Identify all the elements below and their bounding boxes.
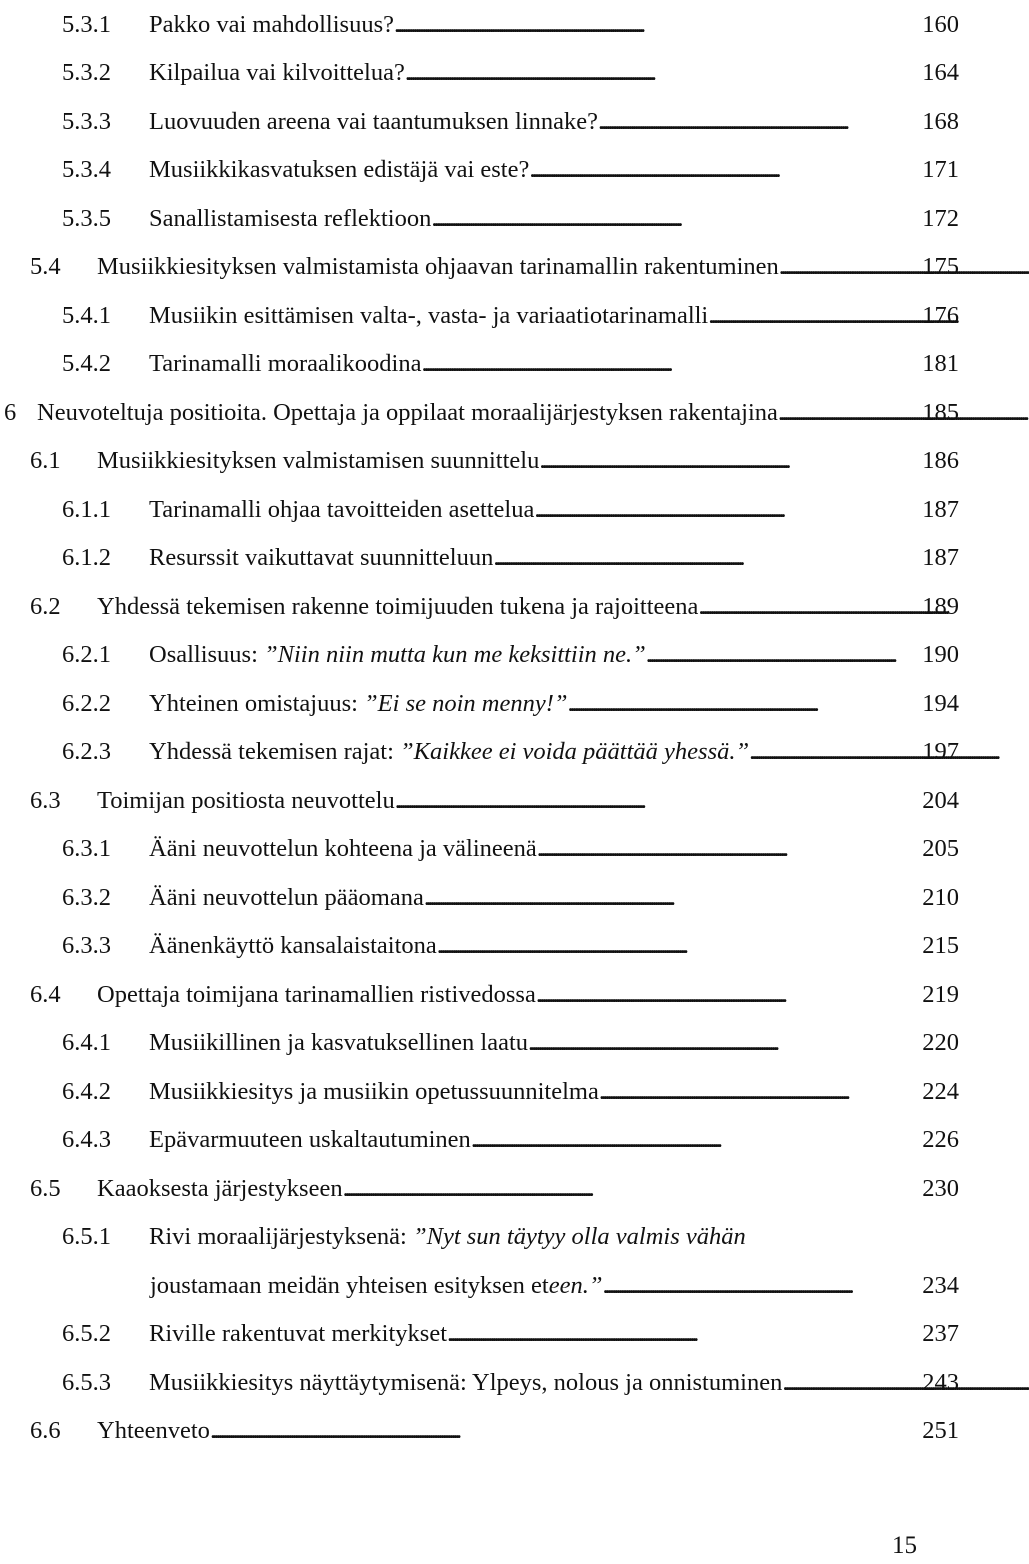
- toc-entry[interactable]: [62, 824, 960, 864]
- dot-leader: [782, 1368, 919, 1398]
- toc-entry[interactable]: [30, 582, 960, 622]
- toc-entry-title: Musiikin esittämisen valta-, vasta- ja variaatiotarinamalli: [149, 302, 709, 329]
- toc-entry-number: 5.3.4: [62, 156, 111, 183]
- toc-entry-number: 6.2.3: [62, 738, 111, 765]
- toc-entry[interactable]: [62, 1212, 960, 1252]
- dot-leader: [778, 398, 919, 428]
- toc-entry[interactable]: [62, 0, 960, 40]
- toc-entry-number: 6.1.1: [62, 496, 111, 523]
- toc-entry-title: Musiikkiesityksen valmistamista ohjaavan tarinamallin rakentuminen: [97, 253, 779, 280]
- toc-entry-page: 210: [922, 884, 959, 911]
- dot-leader: [568, 689, 920, 719]
- toc-entry[interactable]: [30, 436, 960, 476]
- toc-entry-title: [149, 737, 749, 767]
- toc-entry[interactable]: [62, 1067, 960, 1107]
- dot-leader: [210, 1416, 919, 1446]
- toc-entry-number: 6.5.3: [62, 1369, 111, 1396]
- toc-entry-title-continuation: [150, 1271, 602, 1301]
- toc-entry[interactable]: [62, 533, 960, 573]
- toc-entry-number: 5.4.2: [62, 350, 111, 377]
- toc-entry-title: Musiikkiesitys näyttäytymisenä: Ylpeys, nolous ja onnistuminen: [149, 1369, 783, 1396]
- dot-leader: [528, 1028, 919, 1058]
- toc-entry[interactable]: [62, 485, 960, 525]
- toc-entry[interactable]: [62, 727, 960, 767]
- dot-leader: [395, 786, 920, 816]
- toc-entry-number: 6.3.3: [62, 932, 111, 959]
- toc-entry-page: 160: [922, 11, 959, 38]
- toc-entry-page: 226: [922, 1126, 959, 1153]
- toc-entry-quote: een.”: [548, 1272, 603, 1299]
- dot-leader: [343, 1174, 920, 1204]
- toc-entry-number: 6.4: [30, 981, 61, 1008]
- dot-leader: [424, 883, 919, 913]
- toc-entry-number: 5.3.2: [62, 59, 111, 86]
- toc-entry-title: Musiikkiesityksen valmistamisen suunnittelu: [97, 447, 540, 474]
- toc-entry[interactable]: [62, 1309, 960, 1349]
- dot-leader: [539, 446, 919, 476]
- toc-entry-title: Kilpailua vai kilvoittelua?: [149, 59, 405, 86]
- toc-entry-title: [149, 689, 568, 719]
- toc-entry[interactable]: [62, 921, 960, 961]
- toc-entry-page: 215: [922, 932, 959, 959]
- toc-entry-title: Luovuuden areena vai taantumuksen linnake?: [149, 108, 598, 135]
- toc-entry-title: Opettaja toimijana tarinamallien ristivedossa: [97, 981, 536, 1008]
- toc-entry-title: Ääni neuvottelun pääomana: [149, 884, 424, 911]
- toc-entry-page: 197: [922, 738, 959, 765]
- dot-leader: [646, 640, 919, 670]
- toc-entry-title-text: Osallisuus:: [149, 641, 265, 668]
- toc-entry-page: 164: [922, 59, 959, 86]
- dot-leader: [447, 1319, 919, 1349]
- toc-entry-page: 176: [922, 302, 959, 329]
- dot-leader: [749, 737, 919, 767]
- dot-leader: [537, 834, 919, 864]
- toc-entry-number: 6.5: [30, 1175, 61, 1202]
- toc-entry-number: 6.5.2: [62, 1320, 111, 1347]
- toc-entry-title: Tarinamalli moraalikoodina: [149, 350, 422, 377]
- dot-leader: [779, 252, 919, 282]
- toc-entry[interactable]: [30, 970, 960, 1010]
- toc-entry-number: 6.4.1: [62, 1029, 111, 1056]
- toc-entry-number: 6.4.2: [62, 1078, 111, 1105]
- toc-entry-number: 6.3.2: [62, 884, 111, 911]
- toc-entry-title-text: joustamaan meidän yhteisen esityksen et: [150, 1272, 549, 1299]
- toc-entry[interactable]: [30, 242, 960, 282]
- toc-entry-page: 205: [922, 835, 959, 862]
- toc-entry[interactable]: [62, 339, 960, 379]
- toc-entry-page: 224: [922, 1078, 959, 1105]
- toc-entry-quote: ”Nyt sun täytyy olla valmis vähän: [413, 1223, 746, 1250]
- toc-entry-title: Pakko vai mahdollisuus?: [149, 11, 394, 38]
- toc-entry-page: 189: [922, 593, 959, 620]
- toc-entry-number: 6.2.1: [62, 641, 111, 668]
- toc-entry-title: Musiikillinen ja kasvatuksellinen laatu: [149, 1029, 528, 1056]
- toc-entry-page: 194: [922, 690, 959, 717]
- toc-entry[interactable]: [62, 194, 960, 234]
- toc-entry-title-text: Rivi moraalijärjestyksenä:: [149, 1223, 413, 1250]
- dot-leader: [534, 495, 919, 525]
- dot-leader: [599, 1077, 919, 1107]
- toc-entry[interactable]: [62, 1115, 960, 1155]
- toc-entry-title: Riville rakentuvat merkitykset: [149, 1320, 448, 1347]
- toc-entry[interactable]: [62, 1358, 960, 1398]
- toc-entry-title: Musiikkiesitys ja musiikin opetussuunnitelma: [149, 1078, 599, 1105]
- toc-entry-page: 230: [922, 1175, 959, 1202]
- dot-leader: [431, 204, 919, 234]
- toc-entry-page: 186: [922, 447, 959, 474]
- toc-entry-number: 6.5.1: [62, 1223, 111, 1250]
- toc-entry[interactable]: [62, 873, 960, 913]
- toc-entry-title-text: Yhdessä tekemisen rajat:: [149, 738, 401, 765]
- toc-entry-number: 5.3.5: [62, 205, 111, 232]
- toc-entry-title: Toimijan positiosta neuvottelu: [97, 787, 395, 814]
- toc-entry-title: Resurssit vaikuttavat suunnitteluun: [149, 544, 494, 571]
- toc-entry-title: Äänenkäyttö kansalaistaitona: [149, 932, 437, 959]
- toc-entry[interactable]: [62, 48, 960, 88]
- toc-entry-page: 219: [922, 981, 959, 1008]
- toc-entry[interactable]: [30, 1406, 960, 1446]
- toc-entry[interactable]: [62, 291, 960, 331]
- toc-entry-page: 172: [922, 205, 959, 232]
- toc-entry-page: 187: [922, 544, 959, 571]
- toc-entry-number: 5.4.1: [62, 302, 111, 329]
- dot-leader: [437, 931, 919, 961]
- toc-entry-page: 220: [922, 1029, 959, 1056]
- toc-entry-page: 251: [922, 1417, 959, 1444]
- toc-entry-number: 5.4: [30, 253, 61, 280]
- toc-entry-number: 6.2.2: [62, 690, 111, 717]
- toc-entry-page: 243: [922, 1369, 959, 1396]
- toc-entry-title: Yhdessä tekemisen rakenne toimijuuden tukena ja rajoitteena: [97, 593, 699, 620]
- toc-entry-continuation[interactable]: [150, 1261, 960, 1301]
- toc-entry-page: 171: [922, 156, 959, 183]
- toc-entry-title: Neuvoteltuja positioita. Opettaja ja oppilaat moraalijärjestyksen rakentajina: [37, 399, 778, 426]
- page-number: 15: [892, 1532, 917, 1559]
- toc-entry-quote: ”Kaikkee ei voida päättää yhessä.”: [400, 738, 750, 765]
- toc-entry-title: [149, 1222, 746, 1252]
- dot-leader: [602, 1271, 919, 1301]
- toc-entry-title: Sanallistamisesta reflektioon: [149, 205, 432, 232]
- dot-leader: [405, 58, 919, 88]
- toc-entry-page: 234: [922, 1272, 959, 1299]
- toc-entry-quote: ”Niin niin mutta kun me keksittiin ne.”: [264, 641, 646, 668]
- toc-entry-number: 6.1: [30, 447, 61, 474]
- toc-entry[interactable]: [62, 630, 960, 670]
- toc-entry-title: [149, 640, 646, 670]
- toc-entry-number: 6.1.2: [62, 544, 111, 571]
- toc-entry-page: 187: [922, 496, 959, 523]
- toc-entry-page: 175: [922, 253, 959, 280]
- toc-entry-page: 185: [922, 399, 959, 426]
- dot-leader: [536, 980, 919, 1010]
- toc-entry[interactable]: [30, 776, 960, 816]
- dot-leader: [421, 349, 919, 379]
- toc-entry-title: Kaaoksesta järjestykseen: [97, 1175, 343, 1202]
- toc-entry-page: 190: [922, 641, 959, 668]
- toc-entry[interactable]: [62, 1018, 960, 1058]
- toc-entry-title: Tarinamalli ohjaa tavoitteiden asettelua: [149, 496, 535, 523]
- toc-entry-number: 6.3.1: [62, 835, 111, 862]
- dot-leader: [708, 301, 919, 331]
- toc-entry-number: 6.4.3: [62, 1126, 111, 1153]
- toc-entry-number: 5.3.1: [62, 11, 111, 38]
- toc-entry[interactable]: [62, 679, 960, 719]
- toc-entry-number: 6: [4, 399, 17, 426]
- toc-entry-page: 181: [922, 350, 959, 377]
- toc-entry-page: 168: [922, 108, 959, 135]
- toc-entry-page: 237: [922, 1320, 959, 1347]
- toc-entry[interactable]: [62, 97, 960, 137]
- dot-leader: [493, 543, 919, 573]
- dot-leader: [598, 107, 919, 137]
- toc-entry-page: 204: [922, 787, 959, 814]
- dot-leader: [471, 1125, 919, 1155]
- toc-entry-title: Epävarmuuteen uskaltautuminen: [149, 1126, 471, 1153]
- toc-entry-quote: ”Ei se noin menny!”: [364, 690, 568, 717]
- toc-entry-number: 5.3.3: [62, 108, 111, 135]
- toc-entry[interactable]: [30, 1164, 960, 1204]
- toc-entry-number: 6.3: [30, 787, 61, 814]
- dot-leader: [394, 10, 919, 40]
- toc-entry-number: 6.2: [30, 593, 61, 620]
- toc-entry-title-text: Yhteinen omistajuus:: [149, 690, 365, 717]
- dot-leader: [698, 592, 919, 622]
- toc-entry-title: Ääni neuvottelun kohteena ja välineenä: [149, 835, 537, 862]
- toc-entry-number: 6.6: [30, 1417, 61, 1444]
- toc-entry-title: Yhteenveto: [97, 1417, 210, 1444]
- dot-leader: [529, 155, 919, 185]
- toc-entry[interactable]: [4, 388, 960, 428]
- toc-entry[interactable]: [62, 145, 960, 185]
- toc-entry-title: Musiikkikasvatuksen edistäjä vai este?: [149, 156, 530, 183]
